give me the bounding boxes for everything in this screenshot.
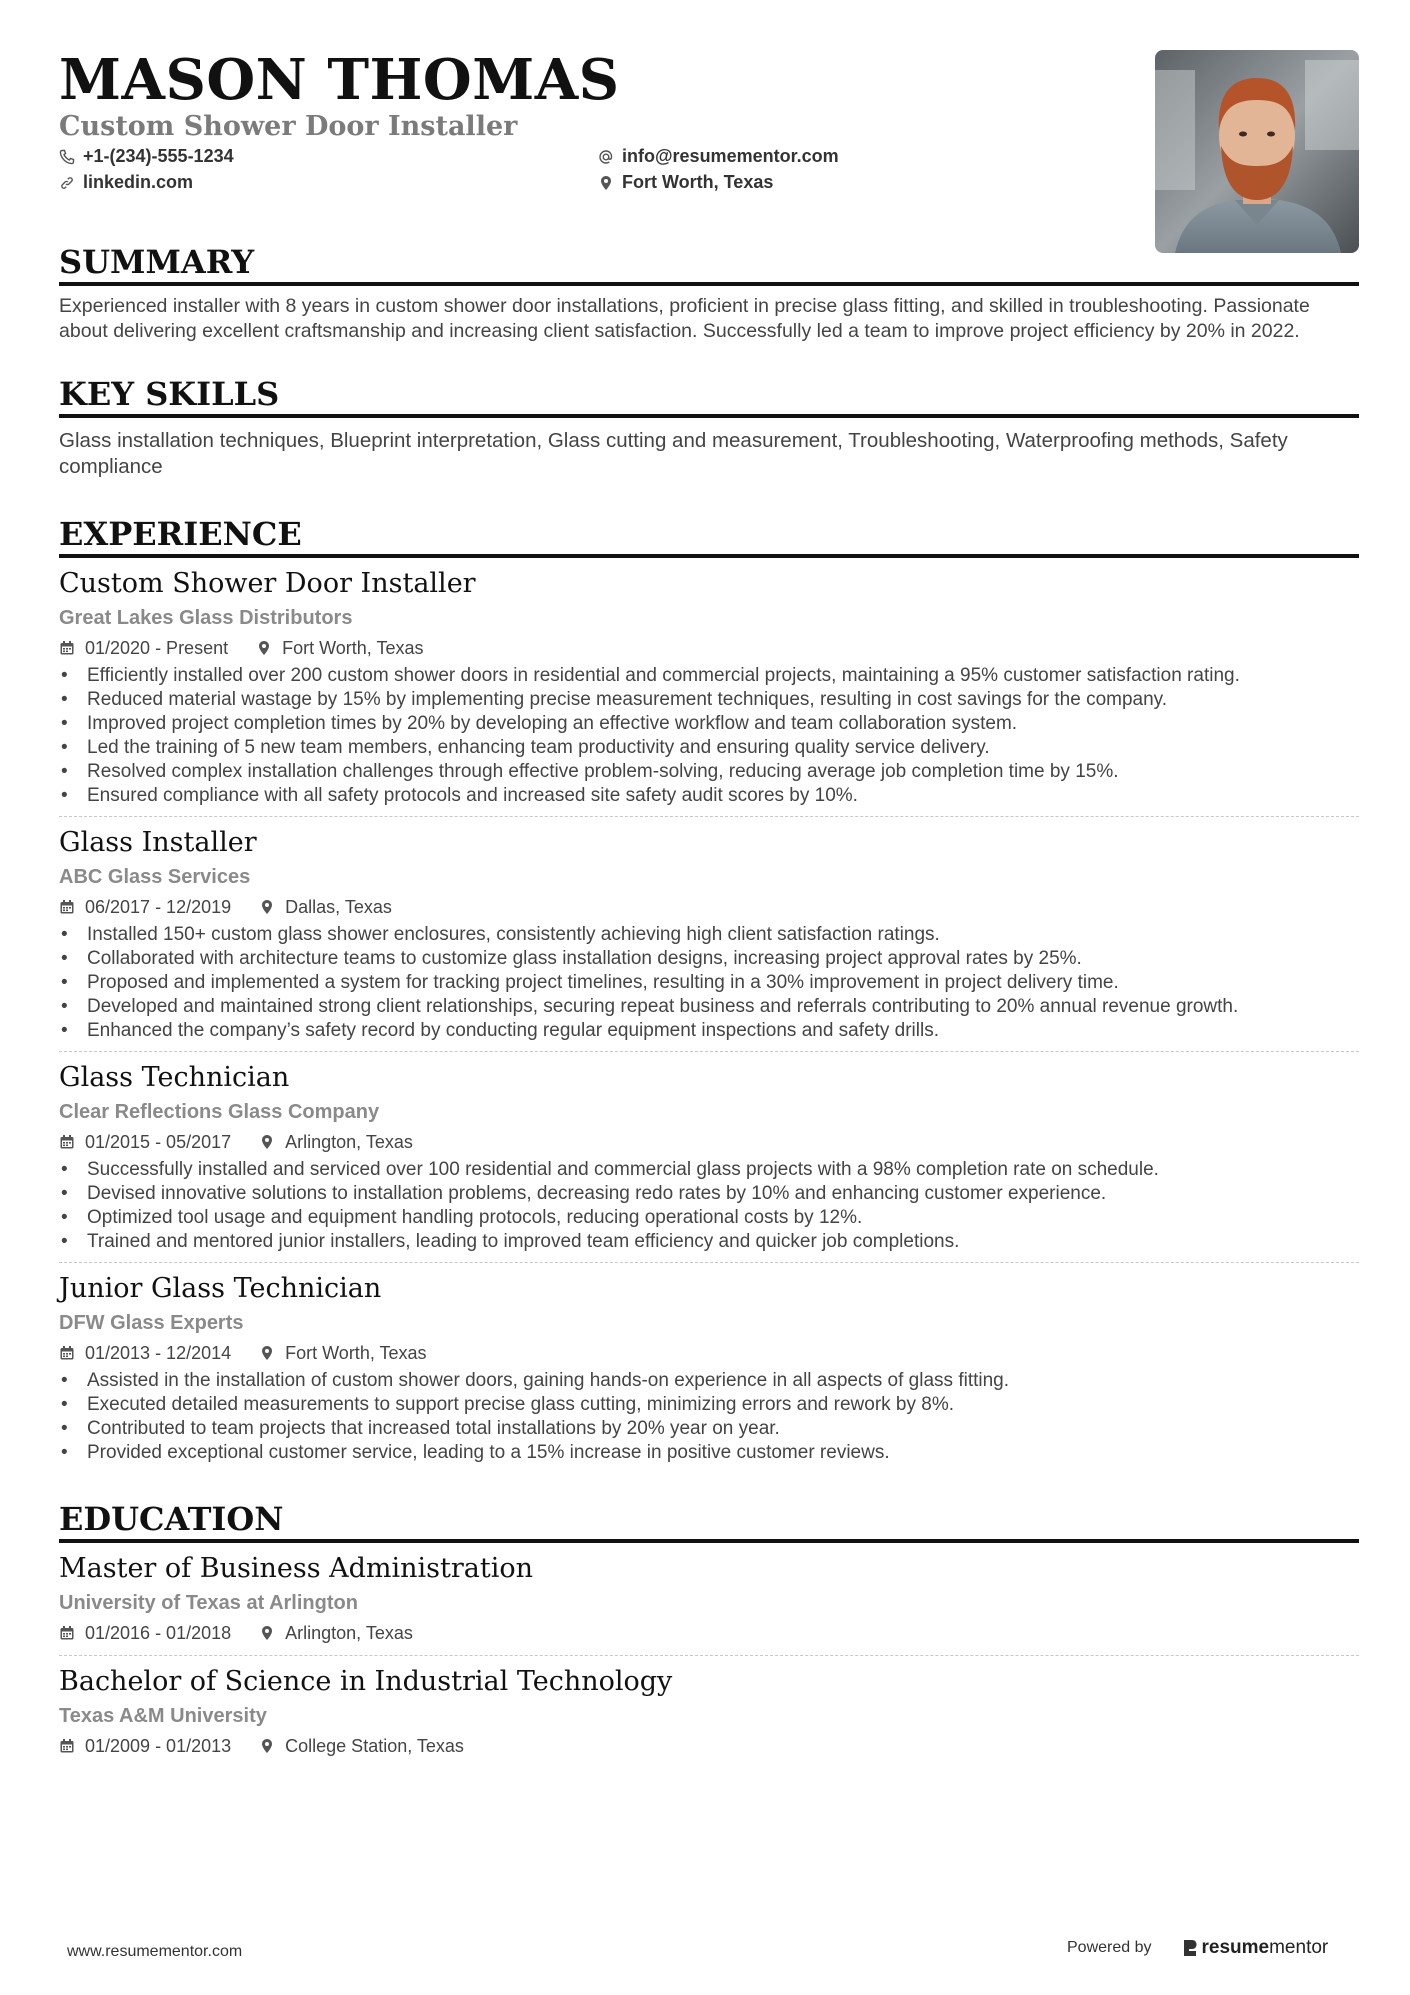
location-group [259,1732,464,1760]
experience-heading: EXPERIENCE [59,514,1359,558]
job-title: Junior Glass Technician [59,1273,382,1304]
bullet-item: • Led the training of 5 new team members, enhancing team productivity and ensuring quality service delivery. [59,736,1359,760]
date-range: 01/2013 - 12/2014 [85,1343,232,1363]
company-name: ABC Glass Services [59,866,251,888]
company-name: Clear Reflections Glass Company [59,1101,380,1123]
education-list [59,1551,1359,1760]
bullet-item: • Reduced material wastage by 15% by implementing precise measurement techniques, resulting in cost savings for the company. [59,688,1359,712]
job-divider [59,816,1359,817]
calendar-icon [59,1625,75,1641]
education-section [59,1499,1359,1760]
job-entry [59,566,1359,808]
calendar-icon [59,899,75,915]
summary-heading: SUMMARY [59,242,1359,286]
bullet-item: • Trained and mentored junior installers, leading to improved team efficiency and quicker job completions. [59,1230,1359,1254]
edu-divider [59,1655,1359,1656]
bullet-item: • Ensured compliance with all safety protocols and increased site safety audit scores by 10%. [59,784,1359,808]
email-text[interactable]: info@resumementor.com [622,146,839,166]
bullet-item: • Proposed and implemented a system for tracking project timelines, resulting in a 30% improvement in project delivery time. [59,971,1359,995]
location: Dallas, Texas [285,897,392,917]
date-range: 01/2020 - Present [85,638,229,658]
contact-location [598,172,773,193]
job-bullets [59,1369,1359,1465]
degree: Master of Business Administration [59,1553,534,1584]
map-pin-icon [259,899,275,915]
bullet-item: • Successfully installed and serviced over 100 residential and commercial glass projects with a 98% completion rate on schedule. [59,1158,1359,1182]
date-range: 01/2015 - 05/2017 [85,1132,232,1152]
link-icon [59,175,75,191]
education-entry [59,1551,1359,1647]
bullet-item: • Efficiently installed over 200 custom shower doors in residential and commercial projects, maintaining a 95% customer satisfaction rating. [59,664,1359,688]
location: Arlington, Texas [285,1623,413,1643]
company-name: DFW Glass Experts [59,1312,244,1334]
bullet-item: • Devised innovative solutions to installation problems, decreasing redo rates by 10% and enhancing customer experience. [59,1182,1359,1206]
meta-row [59,893,1359,921]
calendar-icon [59,1738,75,1754]
location-group [259,1619,413,1647]
powered-by-label: Powered by [1067,1939,1152,1956]
meta-row [59,1619,1359,1647]
phone-text: +1-(234)-555-1234 [83,146,234,166]
bullet-item: • Executed detailed measurements to support precise glass cutting, minimizing errors and rework by 8%. [59,1393,1359,1417]
location: Fort Worth, Texas [282,638,424,658]
bullet-item: • Assisted in the installation of custom shower doors, gaining hands-on experience in all aspects of glass fitting. [59,1369,1359,1393]
skills-section [59,374,1359,480]
map-pin-icon [259,1738,275,1754]
map-pin-icon [259,1625,275,1641]
footer-branding [1067,1937,1328,1959]
skills-text: Glass installation techniques, Blueprint interpretation, Glass cutting and measurement, Troubleshooting, Waterproofing methods, Safety compliance [59,429,1288,478]
meta-row [59,1339,1359,1367]
job-bullets [59,664,1359,808]
company-name: Great Lakes Glass Distributors [59,607,353,629]
bullet-item: • Contributed to team projects that increased total installations by 20% year on year. [59,1417,1359,1441]
map-pin-icon [259,1134,275,1150]
bullet-item: • Developed and maintained strong client relationships, securing repeat business and referrals contributing to 20% annual revenue growth. [59,995,1359,1019]
location-text: Fort Worth, Texas [622,172,774,192]
at-icon [598,149,614,165]
profile-photo [1155,50,1359,253]
footer-website[interactable]: www.resumementor.com [67,1943,243,1960]
date-range: 01/2016 - 01/2018 [85,1623,232,1643]
bullet-item: • Installed 150+ custom glass shower enclosures, consistently achieving high client satisfaction ratings. [59,923,1359,947]
bullet-item: • Collaborated with architecture teams to customize glass installation designs, increasing project approval rates by 25%. [59,947,1359,971]
contact-phone [59,146,234,167]
contact-linkedin [59,172,193,193]
calendar-icon [59,1134,75,1150]
job-entry [59,1060,1359,1254]
location: Fort Worth, Texas [285,1343,427,1363]
resume-content [59,48,1359,1760]
bullet-item: • Provided exceptional customer service, leading to a 15% increase in positive customer reviews. [59,1441,1359,1465]
bullet-item: • Optimized tool usage and equipment handling protocols, reducing operational costs by 12%. [59,1206,1359,1230]
job-bullets [59,923,1359,1043]
summary-text: Experienced installer with 8 years in custom shower door installations, proficient in precise glass fitting, and skilled in troubleshooting. Passionate about delivering excellent craftsmanship and increasing client satisfaction. Successfully led a team to improve project efficiency by 20% in 2022. [59,295,1310,342]
job-title: Glass Installer [59,827,257,858]
job-title: Glass Technician [59,1062,290,1093]
meta-row [59,1732,1359,1760]
map-pin-icon [259,1345,275,1361]
calendar-icon [59,1345,75,1361]
location-group [259,893,392,921]
location: Arlington, Texas [285,1132,413,1152]
skills-heading: KEY SKILLS [59,374,1359,418]
location-group [259,1339,426,1367]
location-group [259,1128,413,1156]
brand-icon [1182,1938,1198,1958]
date-range: 01/2009 - 01/2013 [85,1736,232,1756]
experience-list [59,566,1359,1465]
job-divider [59,1051,1359,1052]
job-bullets [59,1158,1359,1254]
job-entry [59,1271,1359,1465]
education-heading: EDUCATION [59,1499,1359,1543]
linkedin-text[interactable]: linkedin.com [83,172,194,192]
bullet-item: • Improved project completion times by 20% by developing an effective workflow and team collaboration system. [59,712,1359,736]
experience-section [59,514,1359,1465]
meta-row [59,1128,1359,1156]
job-divider [59,1262,1359,1263]
brand-name-light: mentor [1269,1937,1329,1958]
school-name: University of Texas at Arlington [59,1592,358,1614]
candidate-role: Custom Shower Door Installer [59,111,518,142]
brand-logo[interactable] [1182,1937,1329,1959]
phone-icon [59,149,75,165]
map-pin-icon [598,175,614,191]
bullet-item: • Resolved complex installation challenges through effective problem-solving, reducing average job completion time by 15%. [59,760,1359,784]
map-pin-icon [256,640,272,656]
job-entry [59,825,1359,1043]
school-name: Texas A&M University [59,1705,267,1727]
date-range: 06/2017 - 12/2019 [85,897,232,917]
candidate-name: MASON THOMAS [59,47,620,113]
meta-row [59,634,1359,662]
summary-section [59,242,1359,344]
brand-name-bold: resume [1201,1937,1270,1958]
education-entry [59,1664,1359,1760]
contact-email [598,146,839,167]
location-group [256,634,423,662]
calendar-icon [59,640,75,656]
degree: Bachelor of Science in Industrial Technology [59,1666,673,1697]
location: College Station, Texas [285,1736,464,1756]
job-title: Custom Shower Door Installer [59,568,476,599]
bullet-item: • Enhanced the company’s safety record by conducting regular equipment inspections and safety drills. [59,1019,1359,1043]
